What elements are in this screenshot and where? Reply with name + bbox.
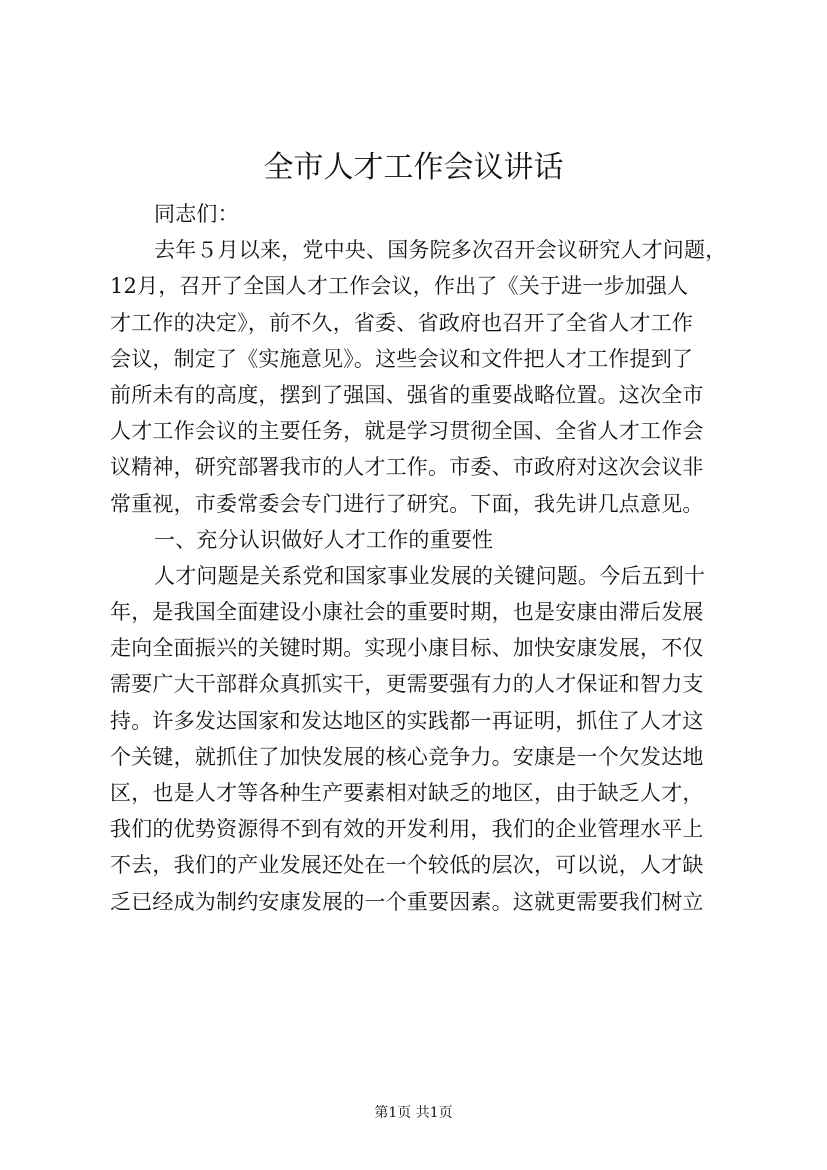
paragraph-line: 常重视，市委常委会专门进行了研究。下面，我先讲几点意见。	[110, 491, 704, 516]
paragraph-line: 去年５月以来，党中央、国务院多次召开会议研究人才问题，	[154, 238, 727, 263]
paragraph-line: 乏已经成为制约安康发展的一个重要因素。这就更需要我们树立	[110, 889, 704, 914]
paragraph-line: 议精神，研究部署我市的人才工作。市委、市政府对这次会议非	[110, 455, 704, 480]
paragraph-line: 12月，召开了全国人才工作会议，作出了《关于进一步加强人	[110, 274, 689, 299]
page-footer: 第1页 共1页	[374, 1105, 453, 1121]
paragraph-line: 区，也是人才等各种生产要素相对缺乏的地区，由于缺乏人才，	[110, 781, 704, 805]
paragraph-line: 个关键，就抓住了加快发展的核心竞争力。安康是一个欠发达地	[110, 744, 704, 769]
paragraph-line: 才工作的决定》，前不久，省委、省政府也召开了全省人才工作	[110, 310, 694, 335]
paragraph-line: 走向全面振兴的关键时期。实现小康目标、加快安康发展，不仅	[110, 636, 704, 661]
paragraph-line: 我们的优势资源得不到有效的开发利用，我们的企业管理水平上	[110, 817, 704, 842]
salutation-line: 同志们：	[154, 202, 239, 226]
paragraph-line: 前所未有的高度，摆到了强国、强省的重要战略位置。这次全市	[110, 382, 704, 407]
paragraph-line: 会议，制定了《实施意见》。这些会议和文件把人才工作提到了	[110, 346, 694, 371]
paragraph-line: 人才工作会议的主要任务，就是学习贯彻全国、全省人才工作会	[110, 419, 704, 444]
paragraph-line: 不去，我们的产业发展还处在一个较低的层次，可以说，人才缺	[110, 853, 704, 878]
paragraph-line: 年，是我国全面建设小康社会的重要时期，也是安康由滞后发展	[110, 600, 704, 625]
document-title: 全市人才工作会议讲话	[263, 150, 564, 185]
paragraph-line: 人才问题是关系党和国家事业发展的关键问题。今后五到十	[154, 563, 706, 588]
document-body	[110, 196, 730, 920]
paragraph-line: 需要广大干部群众真抓实干，更需要强有力的人才保证和智力支	[110, 672, 704, 697]
section-heading: 一、充分认识做好人才工作的重要性	[154, 527, 494, 552]
paragraph-line: 持。许多发达国家和发达地区的实践都一再证明，抓住了人才这	[110, 708, 704, 733]
